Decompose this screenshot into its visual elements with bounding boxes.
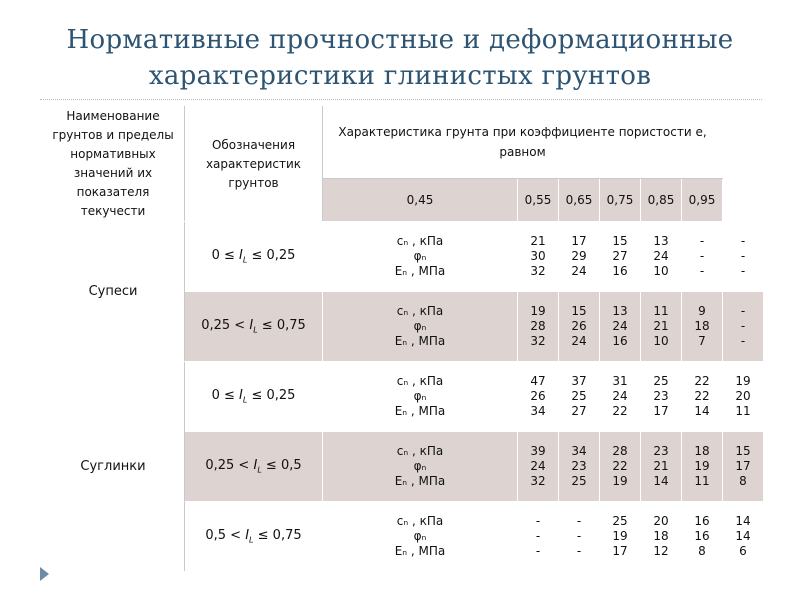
value: - — [740, 304, 746, 318]
value: 16 — [612, 264, 628, 278]
value: 37 — [571, 374, 587, 388]
table-row — [42, 222, 764, 292]
value: 8 — [698, 544, 706, 558]
symbol-label: cₙ , кПа — [396, 444, 444, 458]
symbol-label: φₙ — [413, 529, 427, 543]
liquidity-range-cell — [185, 292, 323, 362]
value: 19 — [735, 374, 751, 388]
value: 11 — [735, 404, 751, 418]
value: 25 — [571, 474, 587, 488]
ratio-cell: 0,45 — [323, 178, 518, 221]
liquidity-index-symbol: $I_L$ — [239, 248, 248, 265]
value: 34 — [571, 444, 587, 458]
value: 27 — [571, 404, 587, 418]
value: 18 — [694, 319, 710, 333]
value: 13 — [612, 304, 628, 318]
value: 30 — [530, 249, 546, 263]
value: - — [740, 264, 746, 278]
value: 34 — [530, 404, 546, 418]
value: 22 — [694, 389, 710, 403]
liquidity-index-symbol: $I_L$ — [239, 388, 248, 405]
value: - — [699, 249, 705, 263]
liquidity-range-cell — [185, 222, 323, 292]
value: 24 — [571, 334, 587, 348]
symbols-cell — [323, 222, 518, 292]
value: 17 — [571, 234, 587, 248]
value-cell — [559, 292, 600, 362]
value: 24 — [571, 264, 587, 278]
value: 25 — [612, 514, 628, 528]
soil-characteristics-table — [41, 106, 764, 572]
value-cell — [600, 362, 641, 432]
liquidity-index-symbol: $I_L$ — [249, 318, 258, 335]
value-cell — [600, 292, 641, 362]
symbol-label: φₙ — [413, 459, 427, 473]
value: - — [576, 529, 582, 543]
symbol-label: cₙ , кПа — [396, 374, 444, 388]
value: - — [740, 334, 746, 348]
liquidity-range-cell — [185, 362, 323, 432]
value-cell — [723, 222, 764, 292]
range-upper: ≤ 0,75 — [253, 528, 302, 544]
value-cell — [600, 222, 641, 292]
symbol-label: cₙ , кПа — [396, 514, 444, 528]
symbols-cell — [323, 502, 518, 572]
value: 20 — [735, 389, 751, 403]
value: 39 — [530, 444, 546, 458]
value: 17 — [735, 459, 751, 473]
value: 7 — [698, 334, 706, 348]
ratio-cell: 0,75 — [600, 178, 641, 221]
value: 18 — [653, 529, 669, 543]
value: 17 — [612, 544, 628, 558]
value: 14 — [735, 529, 751, 543]
value-cell — [682, 432, 723, 502]
value: 32 — [530, 264, 546, 278]
value: - — [535, 544, 541, 558]
value-cell — [682, 292, 723, 362]
value: - — [740, 249, 746, 263]
value: 19 — [612, 529, 628, 543]
value: 14 — [653, 474, 669, 488]
soil-name-cell: Суглинки — [42, 362, 185, 572]
symbol-label: φₙ — [413, 249, 427, 263]
value: 21 — [653, 319, 669, 333]
liquidity-index-symbol: $I_L$ — [245, 528, 254, 545]
ratio-cell: 0,95 — [682, 178, 723, 221]
ratio-cell: 0,65 — [559, 178, 600, 221]
symbol-label: Eₙ , МПа — [394, 334, 446, 348]
value: 47 — [530, 374, 546, 388]
value-cell — [682, 362, 723, 432]
symbol-label: Eₙ , МПа — [394, 544, 446, 558]
value-cell — [518, 502, 559, 572]
value: 8 — [739, 474, 747, 488]
value-cell — [682, 222, 723, 292]
value: 23 — [653, 389, 669, 403]
value: 31 — [612, 374, 628, 388]
value: 25 — [653, 374, 669, 388]
value: 27 — [612, 249, 628, 263]
value-cell — [723, 292, 764, 362]
value-cell — [641, 222, 682, 292]
value: 13 — [653, 234, 669, 248]
symbols-cell — [323, 432, 518, 502]
range-lower: 0,25 < — [205, 458, 254, 474]
value: 20 — [653, 514, 669, 528]
range-lower: 0 ≤ — [211, 388, 239, 404]
value-cell — [518, 292, 559, 362]
value-cell — [559, 432, 600, 502]
symbol-label: φₙ — [413, 389, 427, 403]
value-cell — [518, 362, 559, 432]
value: 11 — [653, 304, 669, 318]
value: - — [740, 234, 746, 248]
value-cell — [641, 292, 682, 362]
value: 19 — [694, 459, 710, 473]
value: 6 — [739, 544, 747, 558]
value: 22 — [612, 459, 628, 473]
value: 12 — [653, 544, 669, 558]
value: 17 — [653, 404, 669, 418]
value: - — [740, 319, 746, 333]
range-upper: ≤ 0,25 — [247, 388, 296, 404]
range-upper: ≤ 0,25 — [247, 248, 296, 264]
value: 18 — [694, 444, 710, 458]
value: 24 — [612, 389, 628, 403]
value: 21 — [530, 234, 546, 248]
value-cell — [723, 432, 764, 502]
value: 24 — [653, 249, 669, 263]
value: 16 — [694, 529, 710, 543]
symbol-label: Eₙ , МПа — [394, 264, 446, 278]
symbol-label: Eₙ , МПа — [394, 404, 446, 418]
symbols-cell — [323, 362, 518, 432]
value: 24 — [612, 319, 628, 333]
value: 26 — [530, 389, 546, 403]
value: 15 — [735, 444, 751, 458]
symbol-label: cₙ , кПа — [396, 234, 444, 248]
range-upper: ≤ 0,75 — [257, 318, 306, 334]
value-cell — [600, 432, 641, 502]
table-row — [42, 362, 764, 432]
ratio-cell: 0,85 — [641, 178, 682, 221]
value-cell — [559, 502, 600, 572]
value: 11 — [694, 474, 710, 488]
symbol-label: Eₙ , МПа — [394, 474, 446, 488]
value: 22 — [612, 404, 628, 418]
value-cell — [559, 362, 600, 432]
value: - — [535, 529, 541, 543]
value: - — [576, 514, 582, 528]
value: - — [699, 264, 705, 278]
value-cell — [641, 362, 682, 432]
value-cell — [723, 362, 764, 432]
value: 14 — [735, 514, 751, 528]
value: 16 — [694, 514, 710, 528]
liquidity-range-cell — [185, 502, 323, 572]
header-row — [42, 107, 764, 179]
title-line-2: характеристики глинистых грунтов — [148, 61, 652, 91]
value: 10 — [653, 334, 669, 348]
value: 22 — [694, 374, 710, 388]
header-porosity: Характеристика грунта при коэффициенте пористости е, равном — [323, 107, 723, 179]
header-symbols: Обозначения характеристик грунтов — [185, 107, 323, 222]
value: 28 — [530, 319, 546, 333]
value-cell — [682, 502, 723, 572]
value: 26 — [571, 319, 587, 333]
range-lower: 0,25 < — [201, 318, 250, 334]
value: 32 — [530, 474, 546, 488]
arrow-right-icon[interactable] — [40, 567, 49, 581]
value: 21 — [653, 459, 669, 473]
symbol-label: cₙ , кПа — [396, 304, 444, 318]
symbol-label: φₙ — [413, 319, 427, 333]
value: 15 — [612, 234, 628, 248]
liquidity-index-symbol: $I_L$ — [253, 458, 262, 475]
title-line-1: Нормативные прочностные и деформационные — [66, 25, 734, 55]
header-soil-name: Наименование грунтов и пределы нормативных значений их показателя текучести — [42, 107, 185, 222]
value: - — [699, 234, 705, 248]
value: 9 — [698, 304, 706, 318]
soil-name-cell: Супеси — [42, 222, 185, 362]
title-divider — [40, 99, 762, 100]
range-lower: 0 ≤ — [211, 248, 239, 264]
value: - — [576, 544, 582, 558]
liquidity-range-cell — [185, 432, 323, 502]
value-cell — [641, 502, 682, 572]
value: 15 — [571, 304, 587, 318]
value-cell — [518, 432, 559, 502]
slide-title — [0, 22, 800, 94]
value: 14 — [694, 404, 710, 418]
value-cell — [723, 502, 764, 572]
value: 19 — [530, 304, 546, 318]
value: 32 — [530, 334, 546, 348]
value: 23 — [653, 444, 669, 458]
value: 28 — [612, 444, 628, 458]
value-cell — [600, 502, 641, 572]
range-upper: ≤ 0,5 — [261, 458, 302, 474]
value: 25 — [571, 389, 587, 403]
value-cell — [559, 222, 600, 292]
value: 24 — [530, 459, 546, 473]
value: 19 — [612, 474, 628, 488]
value: 10 — [653, 264, 669, 278]
value: 23 — [571, 459, 587, 473]
range-lower: 0,5 < — [205, 528, 246, 544]
value: - — [535, 514, 541, 528]
value: 29 — [571, 249, 587, 263]
value-cell — [518, 222, 559, 292]
value-cell — [641, 432, 682, 502]
ratio-cell: 0,55 — [518, 178, 559, 221]
symbols-cell — [323, 292, 518, 362]
value: 16 — [612, 334, 628, 348]
